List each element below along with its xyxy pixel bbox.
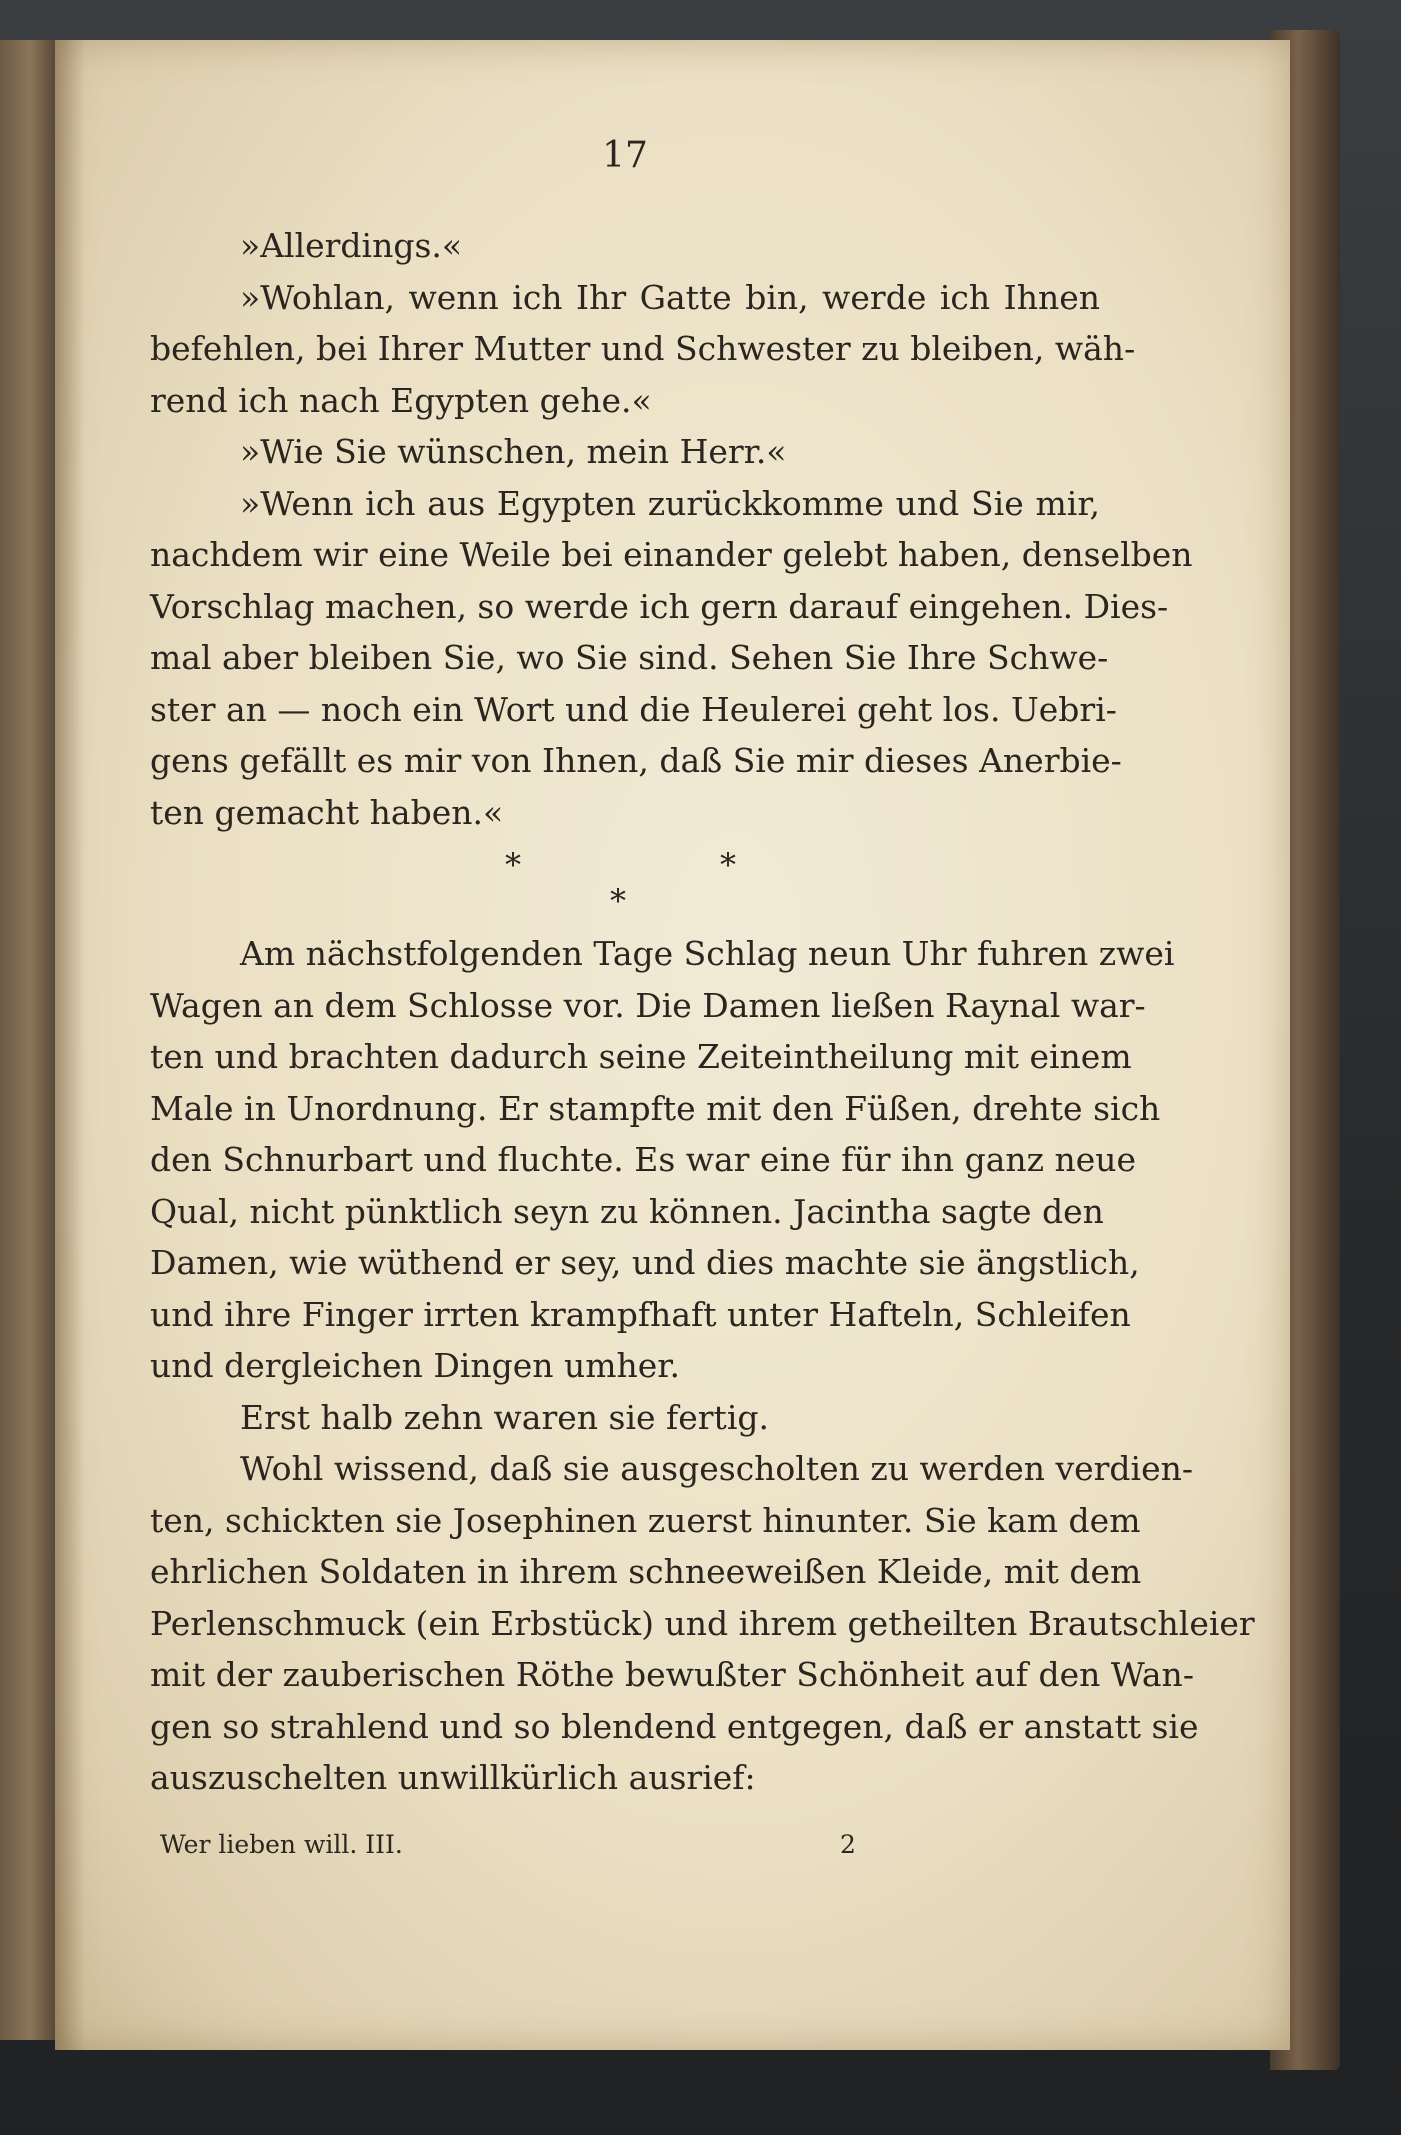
book-cover-left-edge — [0, 40, 60, 2040]
text-line: den Schnurbart und fluchte. Es war eine für ihn ganz neue — [150, 1140, 1137, 1179]
separator-star: * — [505, 846, 521, 884]
text-line: und dergleichen Dingen umher. — [150, 1346, 680, 1385]
page-gutter-shadow — [55, 40, 85, 2050]
separator-star: * — [720, 846, 736, 884]
page-number: 17 — [602, 135, 648, 176]
text-line: ten, schickten sie Josephinen zuerst hinunter. Sie kam dem — [150, 1500, 1141, 1540]
text-line: auszuschelten unwillkürlich ausrief: — [150, 1758, 756, 1797]
text-line: gen so strahlend und so blendend entgegen, daß er anstatt sie — [150, 1706, 1199, 1746]
text-line: »Allerdings.« — [240, 226, 463, 265]
footer-signature: Wer lieben will. III. — [160, 1830, 403, 1859]
text-line: Male in Unordnung. Er stampfte mit den Füßen, drehte sich — [150, 1088, 1161, 1128]
text-line: »Wohlan, wenn ich Ihr Gatte bin, werde ich Ihnen — [240, 277, 1100, 317]
text-line: Perlenschmuck (ein Erbstück) und ihrem getheilten Brautschleier — [150, 1603, 1255, 1643]
text-line: befehlen, bei Ihrer Mutter und Schwester zu bleiben, wäh- — [150, 329, 1136, 368]
text-line: Damen, wie wüthend er sey, und dies machte sie ängstlich, — [150, 1243, 1140, 1282]
text-line: gens gefällt es mir von Ihnen, daß Sie mir dieses Anerbie- — [150, 741, 1122, 780]
paragraph — [150, 220, 1100, 272]
text-line: mit der zauberischen Röthe bewußter Schönheit auf den Wan- — [150, 1655, 1194, 1694]
text-line: Wohl wissend, daß sie ausgescholten zu werden verdien- — [240, 1449, 1194, 1488]
text-line: Vorschlag machen, so werde ich gern darauf eingehen. Dies- — [150, 586, 1169, 626]
paragraph — [150, 478, 1193, 839]
text-line: ten und brachten dadurch seine Zeiteintheilung mit einem — [150, 1037, 1132, 1076]
separator-star: * — [610, 882, 626, 920]
text-line: Qual, nicht pünktlich seyn zu können. Jacintha sagte den — [150, 1191, 1104, 1231]
text-line: Erst halb zehn waren sie fertig. — [240, 1397, 769, 1437]
text-line: nachdem wir eine Weile bei einander gelebt haben, denselben — [150, 535, 1193, 574]
footer-sheet-number: 2 — [840, 1830, 856, 1859]
text-line: »Wie Sie wünschen, mein Herr.« — [240, 432, 787, 471]
body-text — [150, 220, 1255, 1804]
text-line: Am nächstfolgenden Tage Schlag neun Uhr fuhren zwei — [240, 934, 1175, 973]
paragraph — [150, 272, 1136, 427]
text-line: mal aber bleiben Sie, wo Sie sind. Sehen Sie Ihre Schwe- — [150, 638, 1109, 677]
text-line: ster an — noch ein Wort und die Heulerei geht los. Uebri- — [150, 689, 1117, 729]
text-line: rend ich nach Egypten gehe.« — [150, 380, 652, 420]
text-line: und ihre Finger irrten krampfhaft unter Hafteln, Schleifen — [150, 1294, 1131, 1334]
text-line: Wagen an dem Schlosse vor. Die Damen ließen Raynal war- — [150, 985, 1146, 1025]
paragraph — [150, 928, 1175, 1392]
text-line: ten gemacht haben.« — [150, 792, 504, 832]
paragraph — [150, 426, 1100, 478]
paragraph — [150, 1392, 1100, 1444]
text-line: »Wenn ich aus Egypten zurückkomme und Sie mir, — [240, 483, 1100, 523]
paragraph — [150, 1443, 1255, 1804]
text-line: ehrlichen Soldaten in ihrem schneeweißen Kleide, mit dem — [150, 1552, 1142, 1591]
section-separator — [150, 838, 1100, 928]
